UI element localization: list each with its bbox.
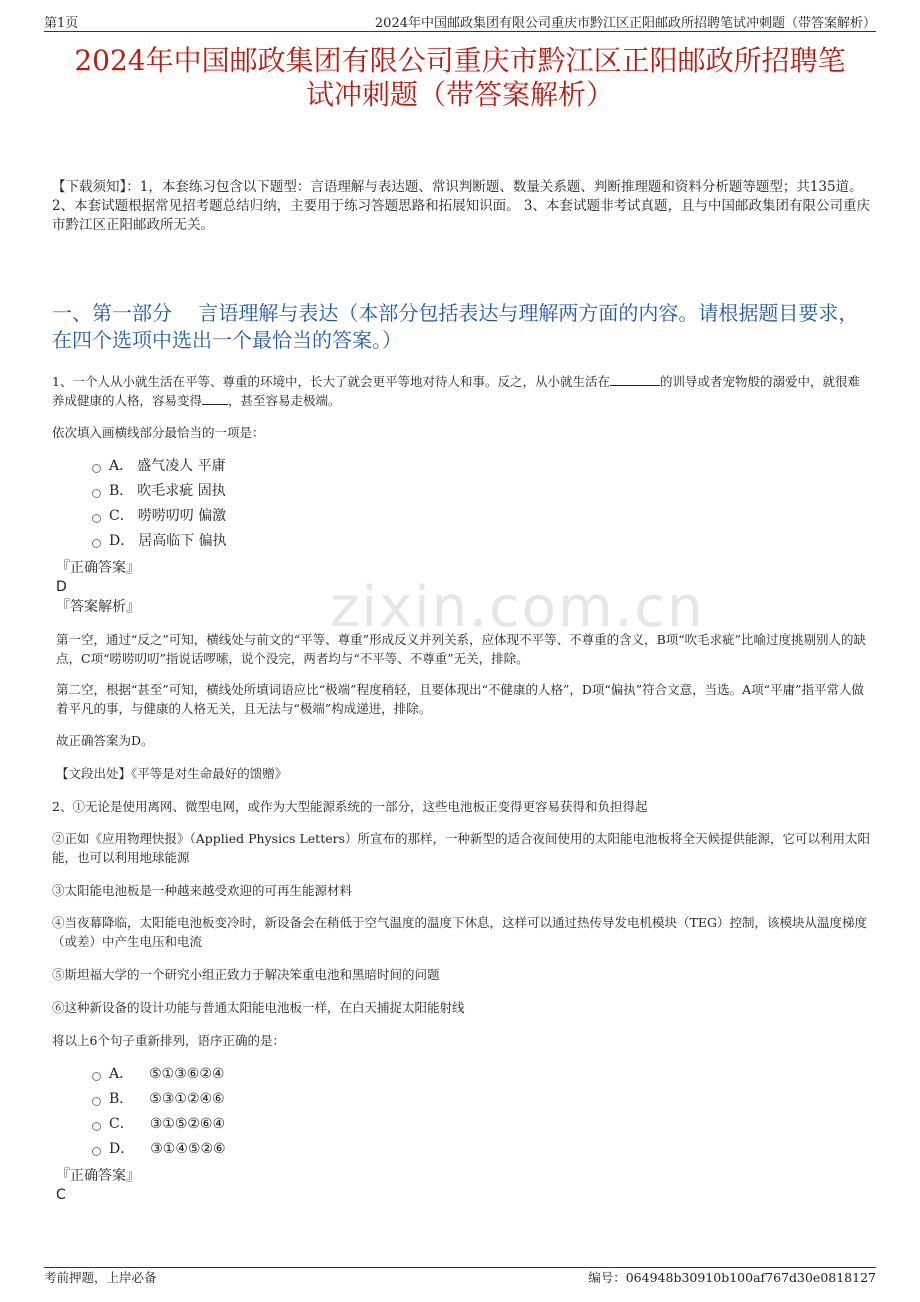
- question-2-sentence-3: ③太阳能电池板是一种越来越受欢迎的可再生能源材料: [52, 883, 353, 898]
- correct-answer-label: 『正确答案』: [56, 1168, 140, 1184]
- radio-icon[interactable]: [92, 1147, 101, 1156]
- document-id: 编号：064948b30910b100af767d30e0818127: [588, 1270, 876, 1285]
- radio-icon[interactable]: [92, 514, 101, 523]
- question-1-option-b[interactable]: [92, 481, 226, 501]
- question-2-sentence-1: 2、①无论是使用离网、微型电网，或作为大型能源系统的一部分，这些电池板正变得更容易获得和负担得起: [52, 799, 648, 814]
- option-text: 唠唠叨叨 偏激: [137, 508, 227, 524]
- option-letter: C．: [109, 508, 134, 524]
- analysis-paragraph-2: 第二空，根据“甚至”可知，横线处所填词语应比“极端”程度稍轻，且要体现出“不健康的人格”，D项“偏执”符合文意，当选。A项“平庸”指平常人做着平凡的事，与健康的人格无关，且无法与“极端”构成递进，排除。: [56, 682, 864, 716]
- option-text: ⑤①③⑥②④: [149, 1066, 225, 1082]
- page-title: [44, 44, 876, 112]
- analysis-paragraph-1: 第一空，通过“反之”可知，横线处与前文的“平等、尊重”形成反义并列关系，应体现不平等、不尊重的含义，B项“吹毛求疵”比喻过度挑剔别人的缺点，C项“唠唠叨叨”指说话啰嗦，说个没完，两者均与“不平等、不尊重”无关，排除。: [56, 632, 867, 666]
- analysis-conclusion: 故正确答案为D。: [56, 733, 154, 748]
- correct-answer-value: D: [56, 579, 67, 595]
- question-2-sentence-2: ②正如《应用物理快报》（Applied Physics Letters）所宣布的那样，一种新型的适合夜间使用的太阳能电池板将全天候提供能源，它可以利用太阳能，也可以利用地球能源: [52, 831, 871, 865]
- download-notice: 【下载须知】：1，本套练习包含以下题型：言语理解与表达题、常识判断题、数量关系题、判断推理题和资料分析题等题型；共135道。 2、本套试题根据常见招考题总结归纳，主要用于练习答题思路和拓展知识面。 3、本套试题非考试真题，且与中国邮政集团有限公司重庆市黔江区正阳邮政所无关。: [52, 179, 870, 233]
- option-letter: D．: [109, 1141, 135, 1157]
- option-letter: B．: [109, 1091, 134, 1107]
- answer-blank-1: [610, 374, 660, 386]
- option-text: ③①⑤②⑥④: [149, 1116, 226, 1132]
- option-letter: B．: [109, 483, 134, 499]
- option-letter: C．: [109, 1116, 134, 1132]
- question-2-option-b[interactable]: [92, 1089, 225, 1109]
- option-text: ⑤③①②④⑥: [149, 1091, 225, 1107]
- option-letter: D．: [109, 533, 135, 549]
- question-1-stem-part-c: ，甚至容易走极端。: [228, 393, 341, 408]
- option-letter: A．: [109, 1066, 134, 1082]
- answer-blank-2: [202, 393, 228, 405]
- question-1-stem-part-a: 1、一个人从小就生活在平等、尊重的环境中，长大了就会更平等地对待人和事。反之，从小就生活在: [52, 374, 610, 389]
- option-text: ③①④⑤②⑥: [150, 1141, 226, 1157]
- question-2-prompt: 将以上6个句子重新排列，语序正确的是：: [52, 1033, 285, 1048]
- question-1-stem: [52, 372, 872, 410]
- question-1-option-a[interactable]: [92, 456, 226, 476]
- header-divider: [44, 31, 876, 32]
- radio-icon[interactable]: [92, 489, 101, 498]
- radio-icon[interactable]: [92, 539, 101, 548]
- question-2-sentence-6: ⑥这种新设备的设计功能与普通太阳能电池板一样，在白天捕捉太阳能射线: [52, 1000, 465, 1015]
- text-source: 【文段出处】《平等是对生命最好的馈赠》: [56, 766, 288, 781]
- radio-icon[interactable]: [92, 1072, 101, 1081]
- correct-answer-label: 『正确答案』: [56, 560, 140, 576]
- analysis-label: 『答案解析』: [56, 599, 140, 615]
- question-1-prompt: 依次填入画横线部分最恰当的一项是：: [52, 425, 265, 440]
- page-title-line-2: 试冲刺题（带答案解析）: [305, 78, 614, 111]
- question-2-option-a[interactable]: [92, 1064, 224, 1084]
- question-1-option-d[interactable]: [92, 531, 227, 551]
- section-heading: 一、第一部分 言语理解与表达（本部分包括表达与理解两方面的内容。请根据题目要求，在四个选项中选出一个最恰当的答案。）: [52, 301, 859, 352]
- question-1-stem-part-b: 的训导或者宠物般的溺爱中，就很难养成健康的人格，容易变得: [52, 374, 860, 408]
- footer-slogan: 考前押题，上岸必备: [44, 1270, 157, 1285]
- correct-answer-value: C: [56, 1187, 66, 1203]
- radio-icon[interactable]: [92, 464, 101, 473]
- page-number: 第1页: [44, 16, 79, 31]
- question-1-option-c[interactable]: [92, 506, 226, 526]
- question-2-option-d[interactable]: [92, 1139, 226, 1159]
- watermark: zixin.com.cn: [330, 575, 705, 640]
- radio-icon[interactable]: [92, 1122, 101, 1131]
- option-letter: A．: [109, 458, 134, 474]
- question-2-sentence-4: ④当夜幕降临，太阳能电池板变冷时，新设备会在稍低于空气温度的温度下休息，这样可以通过热传导发电机模块（TEG）控制，该模块从温度梯度（或差）中产生电压和电流: [52, 915, 867, 949]
- option-text: 盛气凌人 平庸: [137, 458, 226, 474]
- option-text: 居高临下 偏执: [138, 533, 227, 549]
- header-doc-title: 2024年中国邮政集团有限公司重庆市黔江区正阳邮政所招聘笔试冲刺题（带答案解析）: [374, 16, 876, 31]
- page-title-line-1: 2024年中国邮政集团有限公司重庆市黔江区正阳邮政所招聘笔: [74, 44, 846, 77]
- question-2-sentence-5: ⑤斯坦福大学的一个研究小组正致力于解决笨重电池和黑暗时间的问题: [52, 967, 440, 982]
- question-2-option-c[interactable]: [92, 1114, 225, 1134]
- option-text: 吹毛求疵 固执: [137, 483, 226, 499]
- radio-icon[interactable]: [92, 1097, 101, 1106]
